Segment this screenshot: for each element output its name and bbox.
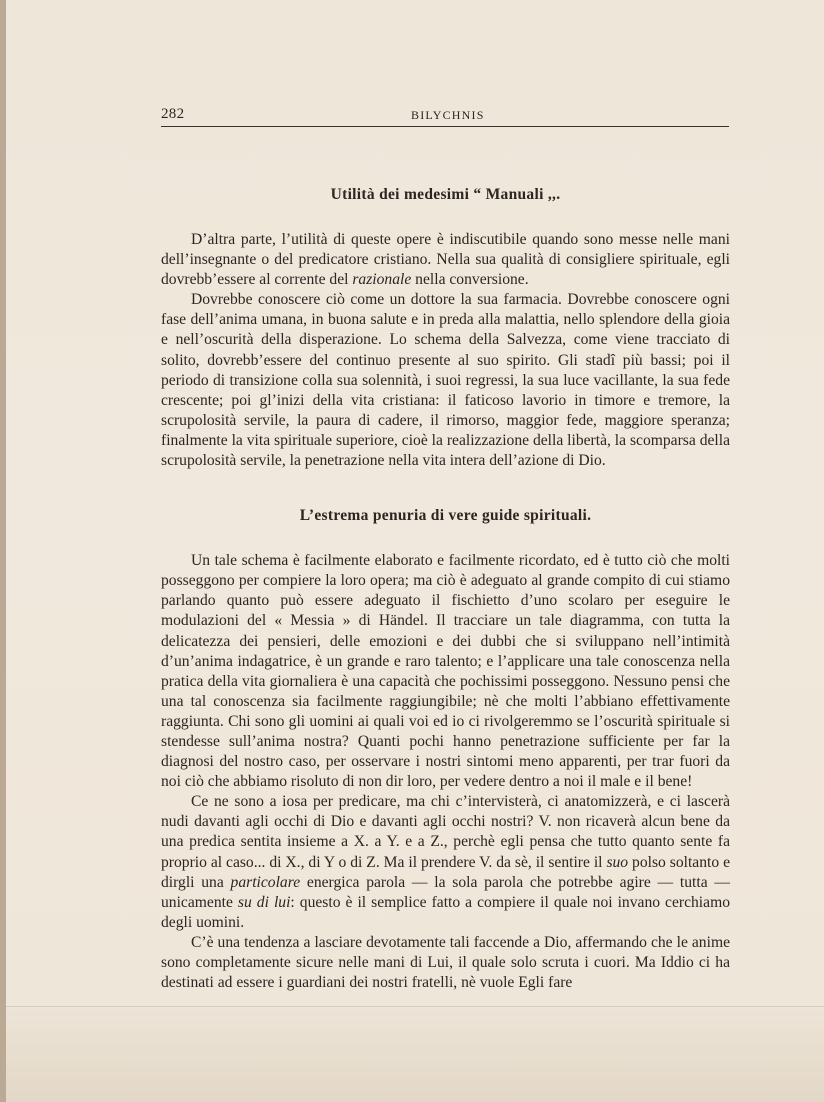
page-number: 282 bbox=[161, 106, 185, 122]
paragraph: C’è una tendenza a lasciare devotamente tali faccende a Dio, affermando che le anime sono completamente sicure nelle mani di Lui, il quale solo scruta i cuori. Ma Iddio ci ha destinati ad essere i guardiani dei nostri fratelli, nè vuole Egli fare bbox=[161, 933, 730, 992]
body-text bbox=[161, 186, 730, 993]
paragraph: Dovrebbe conoscere ciò come un dottore la sua farmacia. Dovrebbe conoscere ogni fase dell’anima umana, in buona salute e in preda alla malattia, nello splendore della gioia e nell’oscurità della disperazione. Lo schema della Salvezza, come viene tracciato di solito, dovrebb’essere del continuo presente al suo spirito. Gli stadî più bassi; poi il periodo di transizione colla sua solennità, i suoi regressi, la sua luce vacillante, la sua fede crescente; poi gl’inizi della vita cristiana: il faticoso lavorio in timore e tremore, la scrupolosità servile, la paura di cadere, il rimorso, maggior fede, maggiore speranza; finalmente la vita spirituale superiore, cioè la realizzazione della libertà, la scomparsa della scrupolosità servile, la penetrazione nella vita intera dell’azione di Dio. bbox=[161, 291, 730, 470]
running-head bbox=[161, 106, 729, 128]
paragraph: D’altra parte, l’utilità di queste opere è indiscutibile quando sono messe nelle mani dell’insegnante o del predicatore cristiano. Nella sua qualità di consigliere spirituale, egli dovrebb’essere al corrente del razionale nella conversione. bbox=[161, 231, 730, 289]
paragraph: Ce ne sono a iosa per predicare, ma chi c’intervisterà, ci anatomizzerà, e ci lascerà nudi davanti agli occhi di Dio e davanti agli occhi nostri? V. non ricaverà alcun bene da una predica sentita insieme a X. a Y. e a Z., perchè egli pensa che tutto quanto sente fa proprio al caso... di X., di Y o di Z. Ma il prendere V. da sè, il sentire il suo polso soltanto e dirgli una particolare energica parola — la sola parola che potrebbe agire — tutta — unicamente su di lui: questo è il semplice fatto a compiere il quale noi invano cerchiamo degli uomini. bbox=[161, 793, 730, 931]
header-rule bbox=[161, 126, 729, 127]
page-bottom-edge bbox=[6, 1006, 824, 1102]
journal-title: BILYCHNIS bbox=[411, 108, 485, 122]
section-heading-utility: Utilità dei medesimi “ Manuali ,,. bbox=[330, 186, 561, 203]
section-heading-guides: L’estrema penuria di vere guide spirituali. bbox=[299, 507, 592, 525]
paragraph: Un tale schema è facilmente elaborato e facilmente ricordato, ed è tutto ciò che molti posseggono per compiere la loro opera; ma ciò è adeguato al grande compito di cui stiamo parlando quanto può essere adeguato il fischietto d’uno scolaro per eseguire le modulazioni del « Messia » di Händel. Il tracciare un tale diagramma, con tutta la delicatezza dei pensieri, delle emozioni e dei dubbi che si sviluppano nell’intimità d’un’anima indagatrice, è un grande e raro talento; e l’applicare una tale conoscenza nella pratica della vita giornaliera è una capacità che pochissimi posseggono. Nessuno pensi che una tal conoscenza sia facilmente raggiungibile; nè che molti l’abbiano effettivamente raggiunta. Chi sono gli uomini ai quali voi ed io ci rivolgeremmo se l’oscurità spirituale si stendesse sull’anima nostra? Quanti pochi hanno penetrazione sufficiente per far la diagnosi del nostro caso, per osservare i nostri sintomi meno apparenti, per trar fuori da noi ciò che abbiamo risoluto di non dir loro, per vedere dentro a noi il male e il bene! bbox=[161, 552, 730, 791]
